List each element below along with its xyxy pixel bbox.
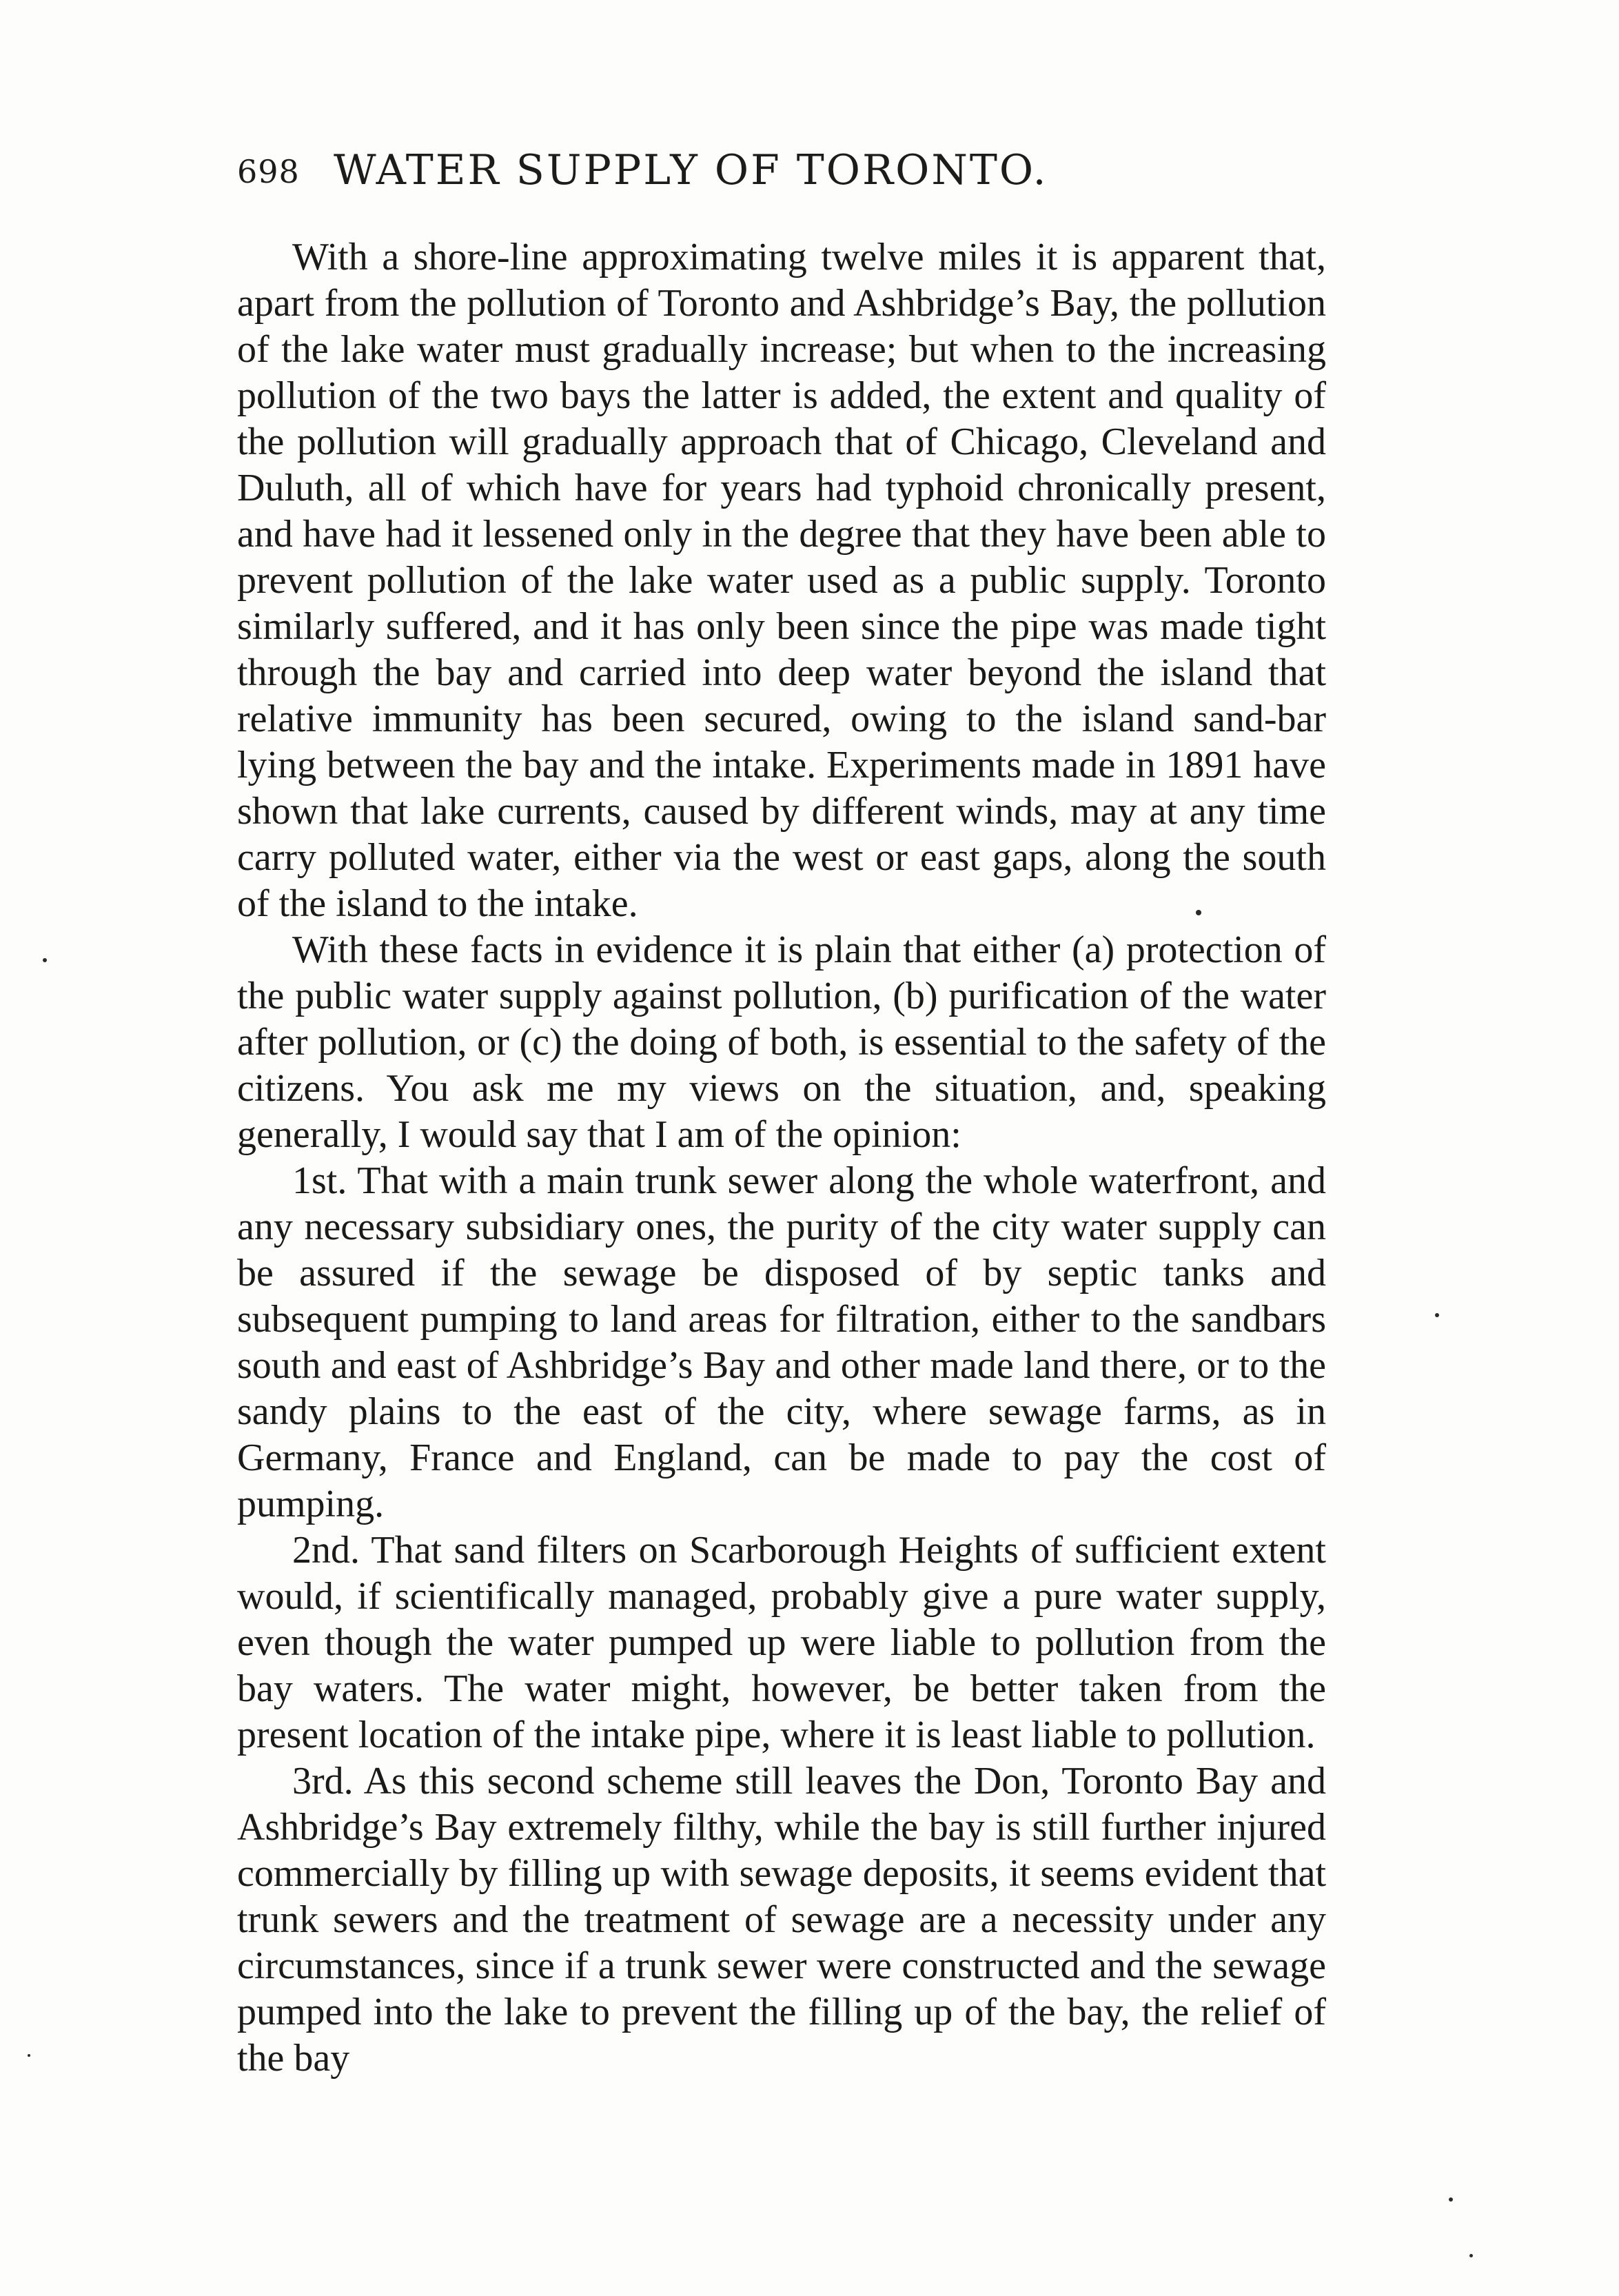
scan-speck (1196, 910, 1201, 915)
paragraph: 1st. That with a main trunk sewer along the whole waterfront, and any necessary subsidiary ones, the purity of the city water supply can be assured if the sewage be disposed of by septic tanks and subsequent pumping to land areas for filtration, either to the sandbars south and east of Ashbridge’s Bay and other made land there, or to the sandy plains to the east of the city, where sewage farms, as in Germany, France and England, can be made to pay the cost of pumping. (237, 1159, 1326, 1525)
paragraph: With a shore-line approximating twelve miles it is apparent that, apart from the pollution of Toronto and Ashbridge’s Bay, the pollution of the lake water must gradually increase; but when to the increasing pollution of the two bays the latter is added, the extent and quality of the pollution will gradually approach that of Chicago, Cleveland and Duluth, all of which have for years had typhoid chronically present, and have had it lessened only in the degree that they have been able to prevent pollution of the lake water used as a public supply. Toronto similarly suffered, and it has only been since the pipe was made tight through the bay and carried into deep water beyond the island that relative immunity has been secured, owing to the island sand-bar lying between the bay and the intake. Experiments made in 1891 have shown that lake currents, caused by different winds, may at any time carry polluted water, either via the west or east gaps, along the south of the island to the intake. (237, 236, 1326, 925)
running-head: WATER SUPPLY OF TORONTO. (334, 146, 1048, 194)
scan-speck (1469, 2254, 1473, 2257)
page-header (237, 138, 1326, 200)
paragraph: 2nd. That sand filters on Scarborough Heights of sufficient extent would, if scientifically managed, probably give a pure water supply, even though the water pumped up were liable to pollution from the bay waters. The water might, however, be better taken from the present location of the intake pipe, where it is least liable to pollution. (237, 1529, 1326, 1756)
paragraph: 3rd. As this second scheme still leaves the Don, Toronto Bay and Ashbridge’s Bay extremely filthy, while the bay is still further injured commercially by filling up with sewage deposits, it seems evident that trunk sewers and the treatment of sewage are a necessity under any circumstances, since if a trunk sewer were constructed and the sewage pumped into the lake to prevent the filling up of the bay, the relief of the bay (237, 1760, 1326, 2080)
paragraph: With these facts in evidence it is plain that either (a) protection of the public water supply against pollution, (b) purification of the water after pollution, or (c) the doing of both, is essential to the safety of the citizens. You ask me my views on the situation, and, speaking generally, I would say that I am of the opinion: (237, 928, 1326, 1156)
scan-speck (28, 2054, 30, 2057)
body-text (237, 234, 1326, 2082)
scan-speck (1449, 2197, 1453, 2202)
page-number: 698 (237, 153, 300, 190)
scan-speck (43, 958, 47, 962)
scan-speck (1435, 1313, 1439, 1317)
